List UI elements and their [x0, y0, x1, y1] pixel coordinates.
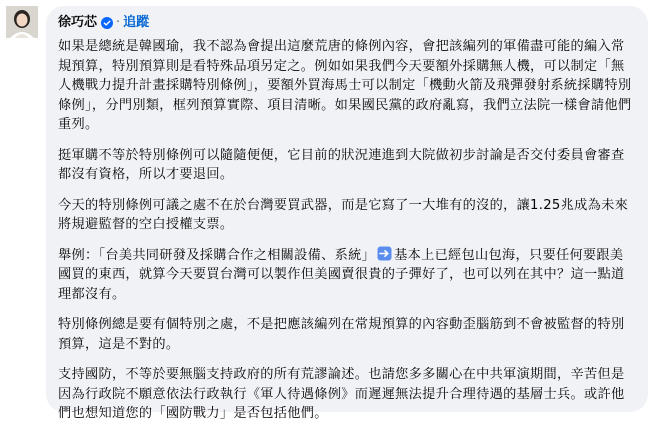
- avatar-image: [6, 6, 38, 38]
- right-arrow-emoji-icon: [377, 246, 392, 261]
- example-text-before: 舉例：「台美共同研發及採購合作之相關設備、系統」: [58, 247, 376, 263]
- avatar[interactable]: [6, 6, 38, 38]
- follow-button[interactable]: 追蹤: [123, 15, 150, 30]
- comment-header: [58, 15, 636, 31]
- comment-paragraph: 挺軍購不等於特別條例可以隨隨便便，它目前的狀況連進到大院做初步討論是否交付委員會審查都沒有資格，所以才要退回。: [58, 147, 625, 182]
- comment-paragraph-example: [58, 246, 636, 305]
- comment-paragraph: 如果是總統是韓國瑜，我不認為會提出這麼荒唐的條例內容，會把該編列的軍備盡可能的編入常規預算，特別預算則是看特殊品項另定之。例如如果我們今天要額外採購無人機，可以制定「無人機戰力提升計畫採購特別條例」，要額外買海馬士可以制定「機動火箭及飛彈發射系統採購特別條例」，分門別類，框列預算實際、項目清晰。如果國民黨的政府亂寫，我們立法院一樣會請他們重列。: [58, 39, 632, 132]
- comment-bubble: [46, 6, 648, 421]
- separator-dot: ·: [116, 15, 121, 30]
- comment-paragraph: 今天的特別條例可議之處不在於台灣要買武器，而是它寫了一大堆有的沒的，讓1.25兆成為未來將規避監督的空白授權支票。: [58, 197, 629, 232]
- verified-badge-icon: [101, 17, 113, 29]
- example-text-after: 基本上已經包山包海，只要任何要跟美國買的東西，就算今天要買台灣可以製作但美國賣很貴的子彈好了，也可以列在其中？這一點道理都沒有。: [58, 247, 625, 302]
- author-name[interactable]: 徐巧芯: [58, 15, 98, 30]
- comment-paragraph: 特別條例總是要有個特別之處，不是把應該編列在常規預算的內容動歪腦筋到不會被監督的特別預算，這是不對的。: [58, 317, 625, 352]
- comment-paragraph: 支持國防，不等於要無腦支持政府的所有荒謬論述。也請您多多關心在中共軍演期間，辛苦但是因為行政院不願意依法行政執行《軍人待遇條例》而遲遲無法提升合理待遇的基層士兵。或許他們也想知道您的「國防戰力」是否包括他們。: [58, 367, 625, 421]
